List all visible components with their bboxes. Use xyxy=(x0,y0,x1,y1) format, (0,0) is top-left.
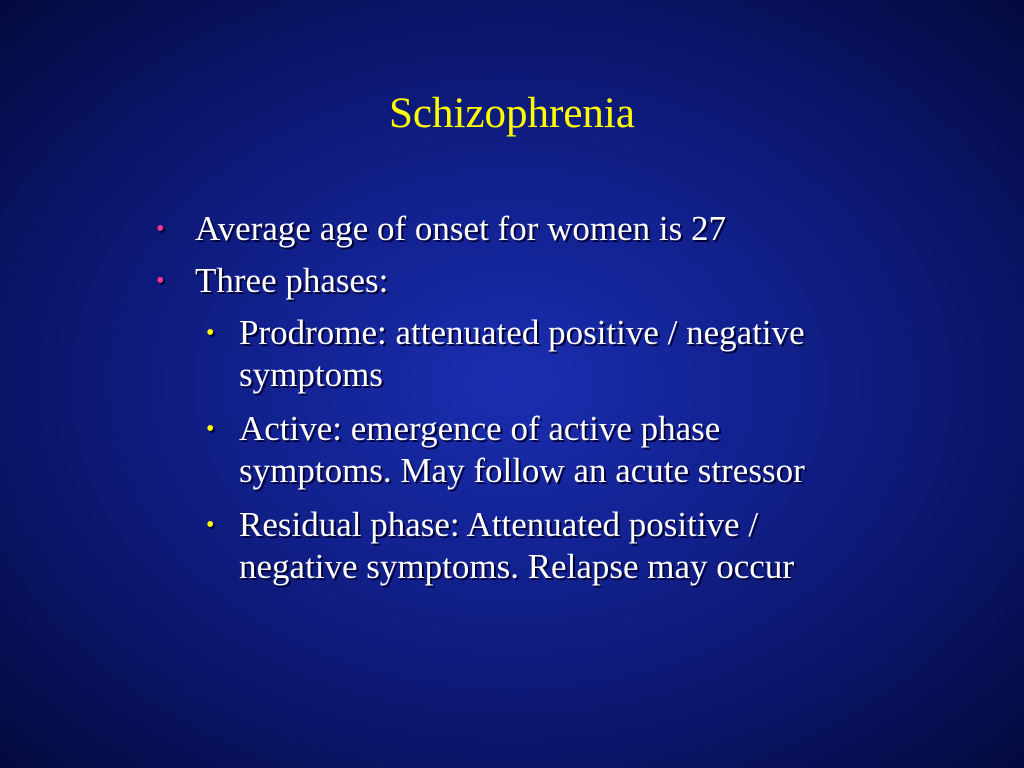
bullet-item xyxy=(156,208,876,250)
bullet-item xyxy=(156,260,876,302)
bullet-text: Average age of onset for women is 27 xyxy=(195,209,726,248)
slide-title: Schizophrenia xyxy=(389,90,635,137)
bullet-dot-icon: • xyxy=(206,320,215,346)
bullet-dot-icon: • xyxy=(156,216,165,242)
bullet-text: Prodrome: attenuated positive / negative symptoms xyxy=(239,313,805,394)
bullet-text: Residual phase: Attenuated positive / negative symptoms. Relapse may occur xyxy=(239,505,794,586)
bullet-dot-icon: • xyxy=(206,512,215,538)
bullet-list xyxy=(156,208,876,600)
sub-bullet-item xyxy=(206,504,839,588)
sub-bullet-item xyxy=(206,312,839,396)
bullet-dot-icon: • xyxy=(156,268,165,294)
sub-bullet-item xyxy=(206,408,839,492)
bullet-text: Three phases: xyxy=(195,261,389,300)
bullet-dot-icon: • xyxy=(206,416,215,442)
bullet-text: Active: emergence of active phase symptoms. May follow an acute stressor xyxy=(239,409,805,490)
